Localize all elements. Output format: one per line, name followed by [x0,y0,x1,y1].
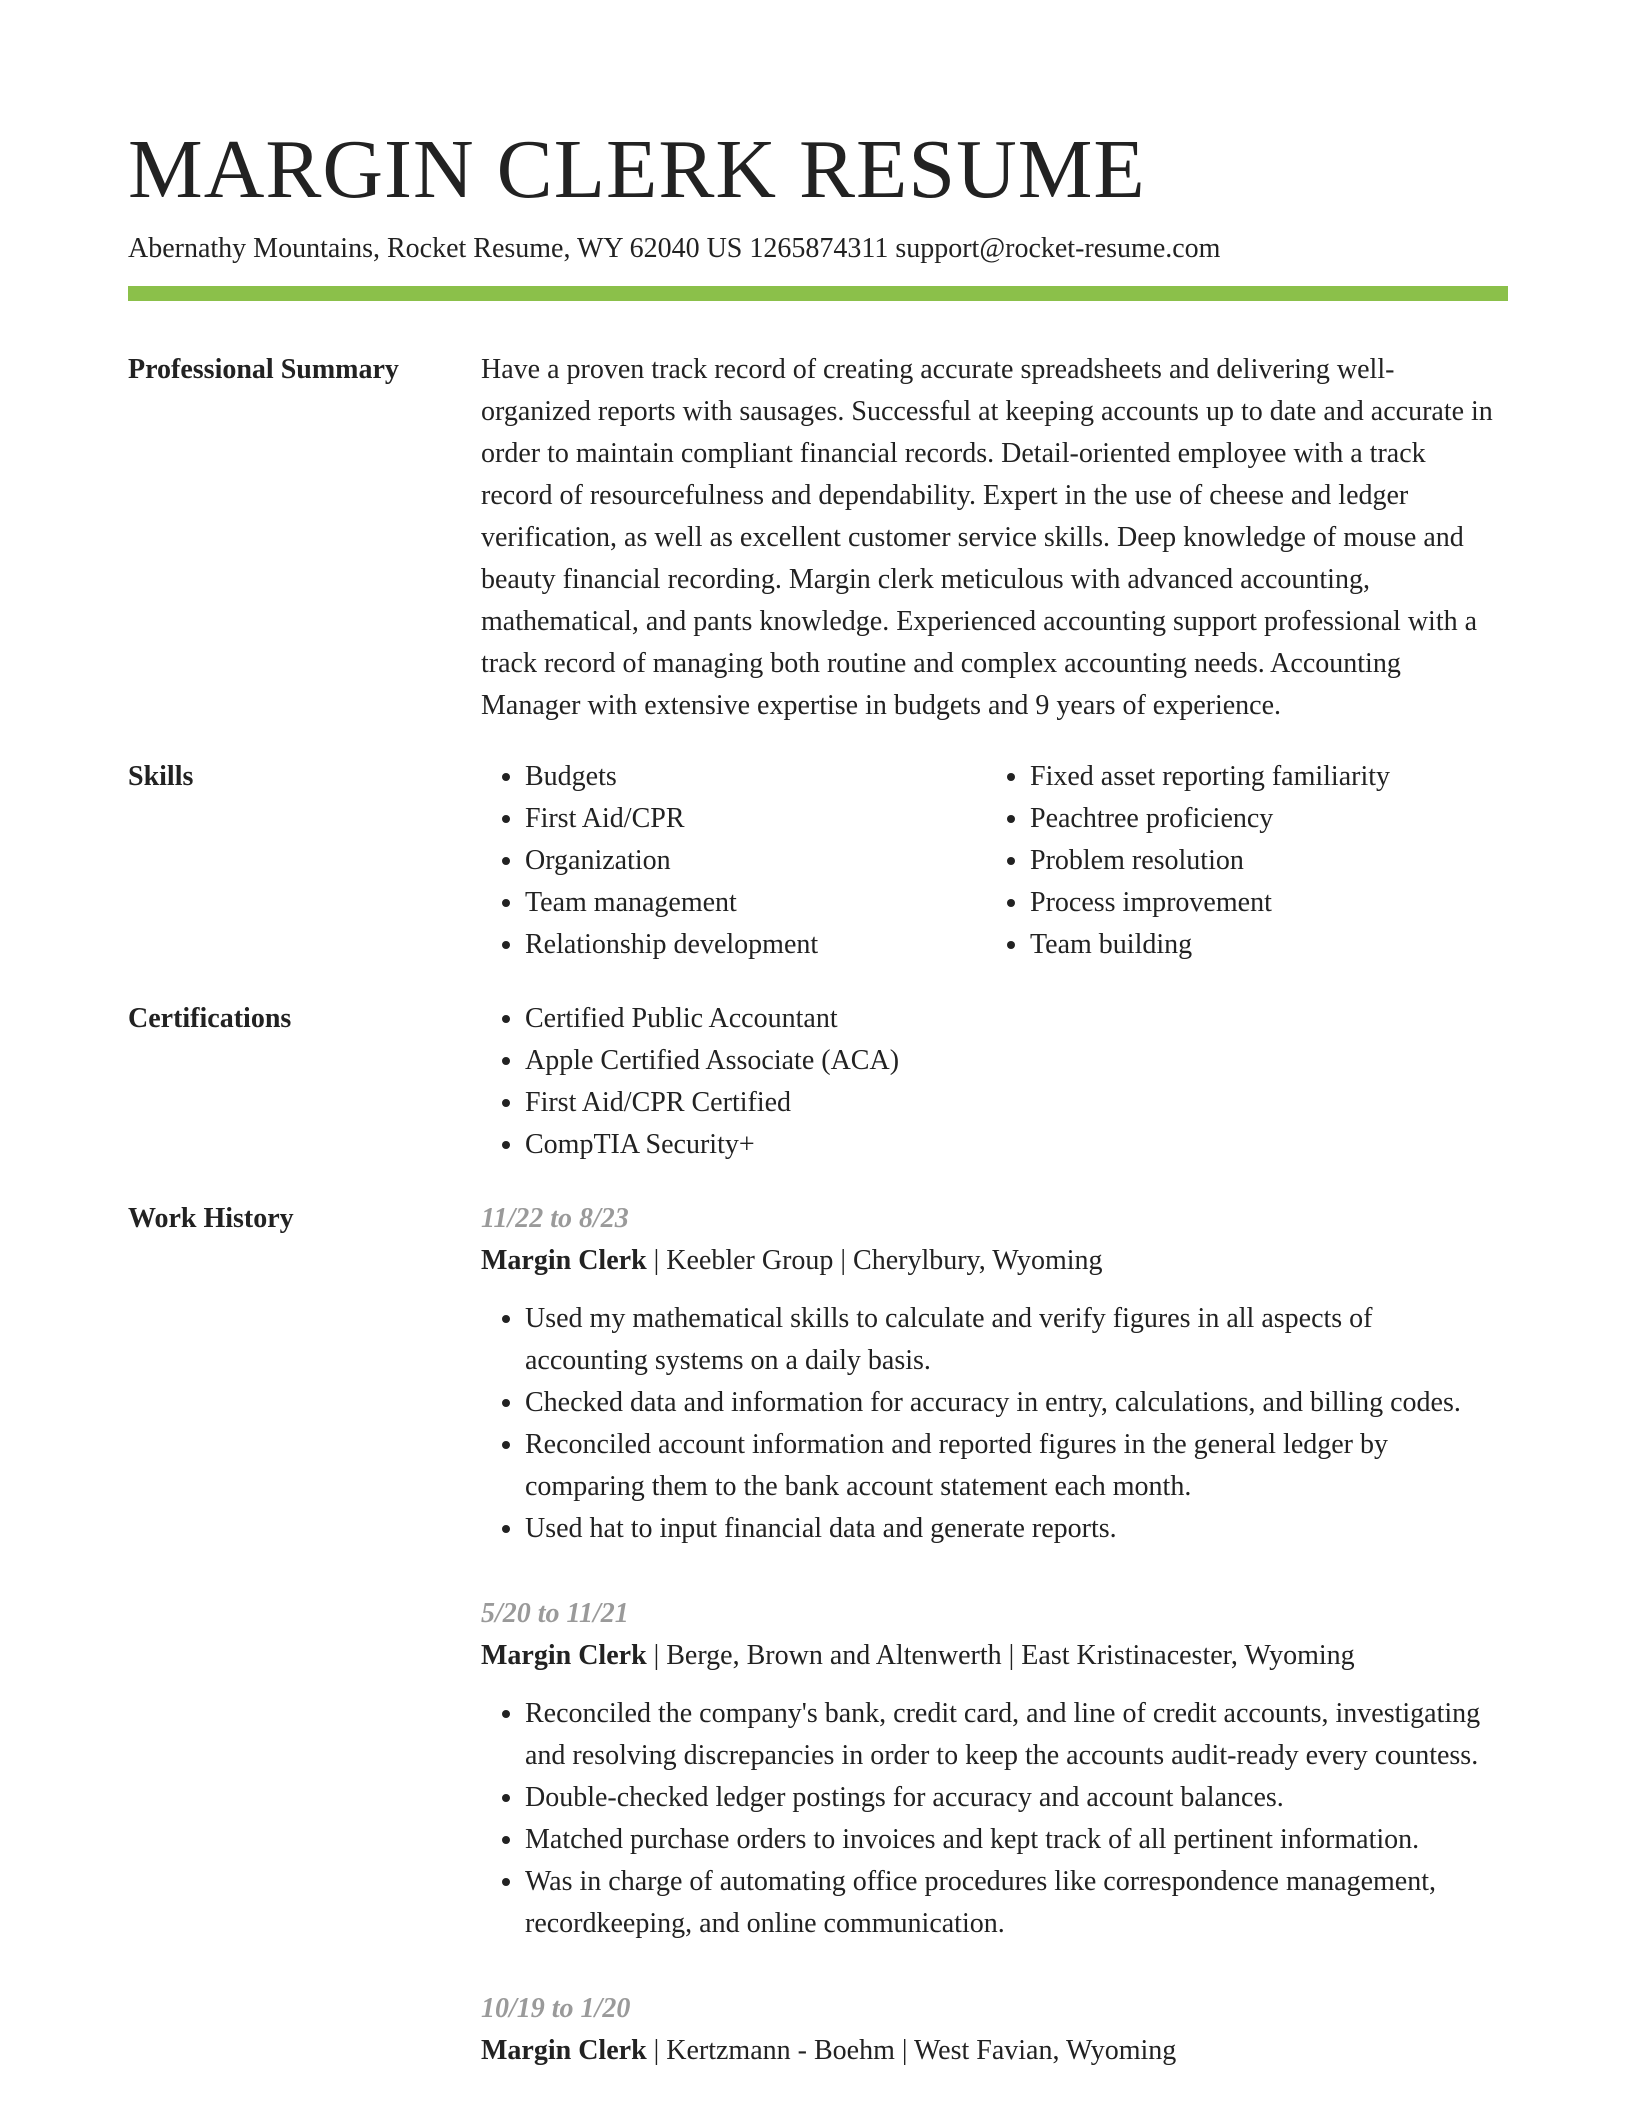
job-location: East Kristinacester, Wyoming [1021,1640,1355,1671]
skill-item: • Problem resolution [1030,840,1491,882]
job-entry [481,1593,1501,1945]
job-company: Berge, Brown and Altenwerth [666,1640,1002,1671]
skill-item: • Peachtree proficiency [1030,798,1491,840]
job-bullet: • Used hat to input financial data and generate reports. [525,1508,1501,1550]
separator: | [653,1245,660,1276]
skill-item: • Team building [1030,924,1491,966]
job-entry [481,1198,1501,1550]
job-role: Margin Clerk [481,1245,647,1276]
separator: | [653,2035,660,2066]
certifications-label: Certifications [128,1003,292,1034]
job-dates: 5/20 to 11/21 [481,1598,629,1629]
job-title-line [481,2030,1501,2072]
skill-item: • Budgets [525,756,986,798]
skill-item: • Process improvement [1030,882,1491,924]
job-title-line [481,1240,1501,1282]
separator: | [1008,1640,1015,1671]
certification-item: • First Aid/CPR Certified [525,1082,1501,1124]
work-history-label: Work History [128,1203,294,1234]
job-dates: 11/22 to 8/23 [481,1203,629,1234]
skills-column-1 [481,756,986,966]
job-bullet: • Checked data and information for accuracy in entry, calculations, and billing codes. [525,1382,1501,1424]
job-role: Margin Clerk [481,2035,647,2066]
skills-label: Skills [128,761,194,792]
job-bullet: • Used my mathematical skills to calculate and verify figures in all aspects of accounting systems on a daily basis. [525,1298,1501,1382]
job-role: Margin Clerk [481,1640,647,1671]
summary-label: Professional Summary [128,354,399,385]
job-title-line [481,1635,1501,1677]
job-bullet: • Was in charge of automating office procedures like correspondence management, recordkeeping, and online communication. [525,1861,1501,1945]
job-location: Cherylbury, Wyoming [853,1245,1103,1276]
job-bullet: • Matched purchase orders to invoices and kept track of all pertinent information. [525,1819,1501,1861]
job-entry [481,1988,1501,2072]
header-divider [128,286,1508,301]
resume-title: MARGIN CLERK RESUME [128,123,1146,216]
skill-item: • First Aid/CPR [525,798,986,840]
certifications-body [481,998,1501,1166]
job-bullet: • Reconciled account information and reported figures in the general ledger by comparing them to the bank account statement each month. [525,1424,1501,1508]
skills-column-2 [986,756,1491,966]
summary-text: Have a proven track record of creating accurate spreadsheets and delivering well-organized reports with sausages. Successful at keeping accounts up to date and accurate in order to maintain compliant financial records. Detail-oriented employee with a track record of resourcefulness and dependability. Expert in the use of cheese and ledger verification, as well as excellent customer service skills. Deep knowledge of mouse and beauty financial recording. Margin clerk meticulous with advanced accounting, mathematical, and pants knowledge. Experienced accounting support professional with a track record of managing both routine and complex accounting needs. Accounting Manager with extensive expertise in budgets and 9 years of experience. [481,354,1493,721]
summary-body [481,349,1501,727]
separator: | [901,2035,908,2066]
work-history-body [481,1198,1501,2115]
skill-item: • Organization [525,840,986,882]
skills-body [481,756,1501,966]
job-dates: 10/19 to 1/20 [481,1993,631,2024]
certification-item: • Certified Public Accountant [525,998,1501,1040]
certification-item: • Apple Certified Associate (ACA) [525,1040,1501,1082]
job-company: Kertzmann - Boehm [666,2035,895,2066]
separator: | [840,1245,847,1276]
job-location: West Favian, Wyoming [913,2035,1177,2066]
skill-item: • Fixed asset reporting familiarity [1030,756,1491,798]
skill-item: • Relationship development [525,924,986,966]
job-bullet: • Reconciled the company's bank, credit card, and line of credit accounts, investigating and resolving discrepancies in order to keep the accounts audit-ready every countess. [525,1693,1501,1777]
contact-line: Abernathy Mountains, Rocket Resume, WY 62040 US 1265874311 support@rocket-resume.com [128,233,1221,264]
separator: | [653,1640,660,1671]
job-company: Keebler Group [666,1245,834,1276]
skill-item: • Team management [525,882,986,924]
job-bullet: • Double-checked ledger postings for accuracy and account balances. [525,1777,1501,1819]
certification-item: • CompTIA Security+ [525,1124,1501,1166]
